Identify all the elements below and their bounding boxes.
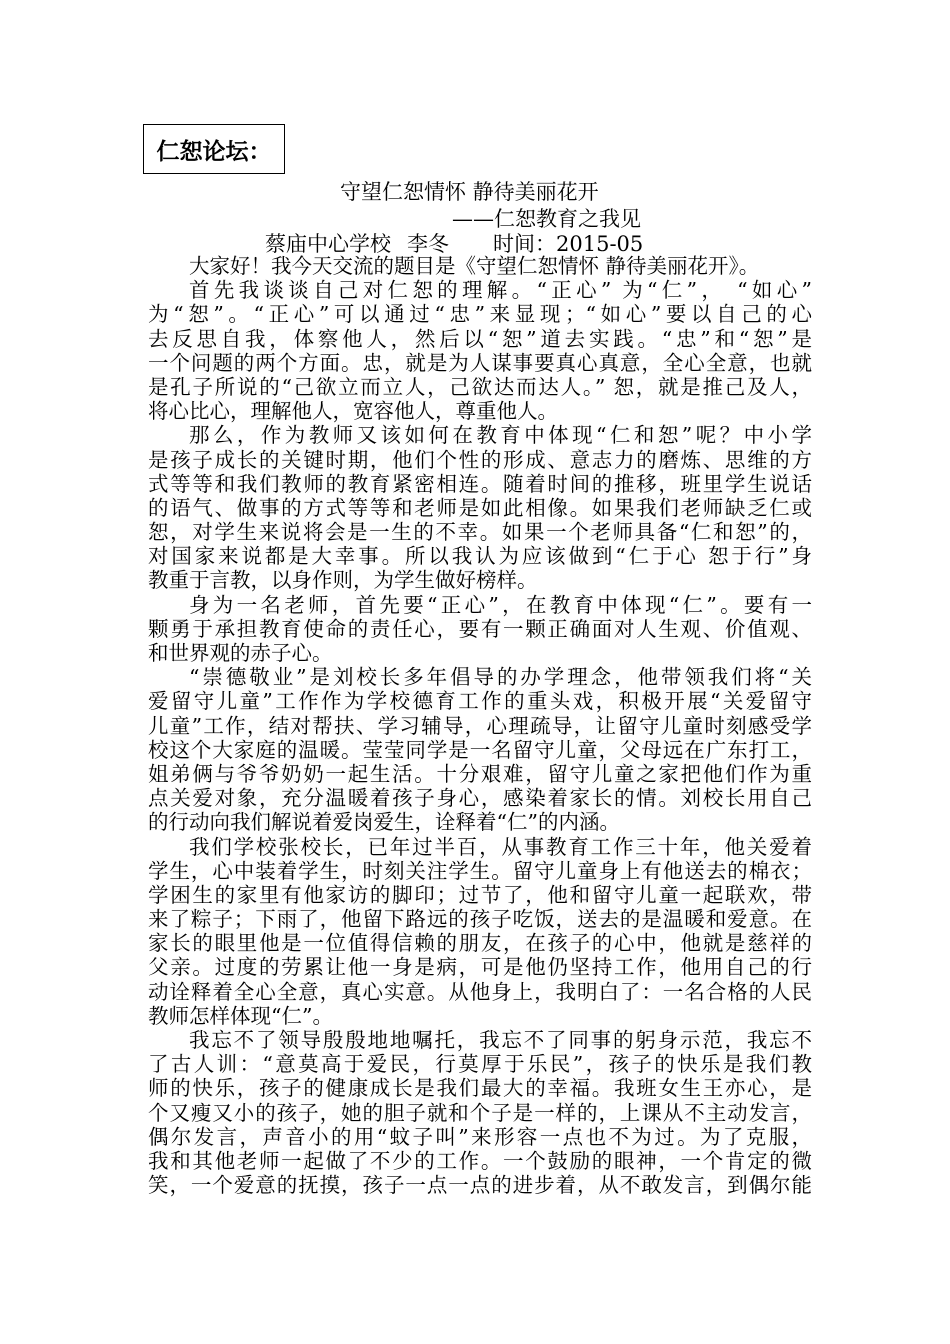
body-line: 身为一名老师，首先要“正心”，在教育中体现“仁”。要有一 xyxy=(189,592,812,617)
body-line: 学生，心中装着学生，时刻关注学生。留守儿童身上有他送去的棉衣； xyxy=(148,858,812,883)
body-line: “崇德敬业”是刘校长多年倡导的办学理念，他带领我们将“关 xyxy=(189,665,812,690)
body-line: 动诠释着全心全意，真心实意。从他身上，我明白了：一名合格的人民 xyxy=(148,979,812,1004)
body-line: 姐弟俩与爷爷奶奶一起生活。十分艰难，留守儿童之家把他们作为重 xyxy=(148,761,812,786)
body-line: 首先我谈谈自己对仁恕的理解。“正心” 为“仁”， “如心” xyxy=(189,278,812,303)
body-line: 和世界观的赤子心。 xyxy=(148,641,333,665)
article-body xyxy=(148,254,812,1197)
body-line: 我忘不了领导殷殷地地嘱托，我忘不了同事的躬身示范，我忘不 xyxy=(189,1028,812,1052)
body-line: 对国家来说都是大幸事。所以我认为应该做到“仁于心 恕于行”身 xyxy=(148,544,812,569)
body-line: 教师怎样体现“仁”。 xyxy=(148,1003,333,1028)
body-line: 偶尔发言，声音小的用“蚊子叫”来形容一点也不为过。为了克服， xyxy=(148,1124,812,1149)
section-label: 仁恕论坛： xyxy=(156,138,272,165)
body-line: 父亲。过度的劳累让他一身是病，可是他仍坚持工作，他用自己的行 xyxy=(148,955,812,980)
body-line: 式等等和我们教师的教育紧密相连。随着时间的推移，班里学生说话 xyxy=(148,471,812,496)
body-line: 恕，对学生来说将会是一生的不幸。如果一个老师具备“仁和恕”的， xyxy=(148,520,812,545)
body-line: 我和其他老师一起做了不少的工作。一个鼓励的眼神，一个肯定的微 xyxy=(148,1148,812,1173)
body-line: 点关爱对象，充分温暖着孩子身心，感染着家长的情。刘校长用自己 xyxy=(148,786,812,811)
body-line: 爱留守儿童”工作作为学校德育工作的重头戏，积极开展“关爱留守 xyxy=(148,689,812,714)
body-line: 是孩子成长的关键时期，他们个性的形成、意志力的磨炼、思维的方 xyxy=(148,447,812,472)
body-line: 个又瘦又小的孩子，她的胆子就和个子是一样的，上课从不主动发言， xyxy=(148,1100,812,1125)
school-name: 蔡庙中心学校 xyxy=(265,232,391,256)
body-line: 儿童”工作，结对帮扶、学习辅导，心理疏导，让留守儿童时刻感受学 xyxy=(148,713,812,738)
article-title: 守望仁恕情怀 静待美丽花开 xyxy=(340,180,599,204)
body-line: 笑，一个爱意的抚摸，孩子一点一点的进步着，从不敢发言，到偶尔能 xyxy=(148,1173,812,1198)
body-line: 校这个大家庭的温暖。莹莹同学是一名留守儿童，父母远在广东打工， xyxy=(148,737,812,762)
body-line: 了古人训：“意莫高于爱民，行莫厚于乐民”，孩子的快乐是我们教 xyxy=(148,1052,812,1077)
body-line: 师的快乐，孩子的健康成长是我们最大的幸福。我班女生王亦心，是 xyxy=(148,1076,812,1101)
article-subtitle: ——仁恕教育之我见 xyxy=(452,207,641,231)
body-line: 一个问题的两个方面。忠，就是为人谋事要真心真意，全心全意，也就 xyxy=(148,350,812,375)
publish-date: 时间：2015-05 xyxy=(493,232,644,256)
body-line: 是孔子所说的“己欲立而立人，己欲达而达人。” 恕，就是推己及人， xyxy=(148,374,812,399)
author-name: 李冬 xyxy=(407,232,449,256)
body-line: 的行动向我们解说着爱岗爱生，诠释着“仁”的内涵。 xyxy=(148,810,620,835)
body-line: 来了粽子；下雨了，他留下路远的孩子吃饭，送去的是温暖和爱意。在 xyxy=(148,907,812,932)
body-line: 颗勇于承担教育使命的责任心，要有一颗正确面对人生观、价值观、 xyxy=(148,616,812,641)
body-line: 为“恕”。“正心”可以通过“忠”来显现；“如心”要以自己的心 xyxy=(148,302,812,327)
body-line: 去反思自我，体察他人，然后以“恕”道去实践。“忠”和“恕”是 xyxy=(148,326,812,351)
body-line: 家长的眼里他是一位值得信赖的朋友，在孩子的心中，他就是慈祥的 xyxy=(148,931,812,956)
section-label-box xyxy=(143,124,285,174)
body-line: 大家好！我今天交流的题目是《守望仁恕情怀 静待美丽花开》。 xyxy=(189,254,760,278)
body-line: 教重于言教，以身作则，为学生做好榜样。 xyxy=(148,568,538,593)
body-line: 那么，作为教师又该如何在教育中体现“仁和恕”呢？中小学 xyxy=(189,423,812,448)
body-line: 我们学校张校长，已年过半百，从事教育工作三十年，他关爱着 xyxy=(189,834,812,859)
body-line: 学困生的家里有他家访的脚印；过节了，他和留守儿童一起联欢，带 xyxy=(148,882,812,907)
body-line: 的语气、做事的方式等等和老师是如此相像。如果我们老师缺乏仁或 xyxy=(148,495,812,520)
body-line: 将心比心，理解他人，宽容他人，尊重他人。 xyxy=(148,399,558,424)
